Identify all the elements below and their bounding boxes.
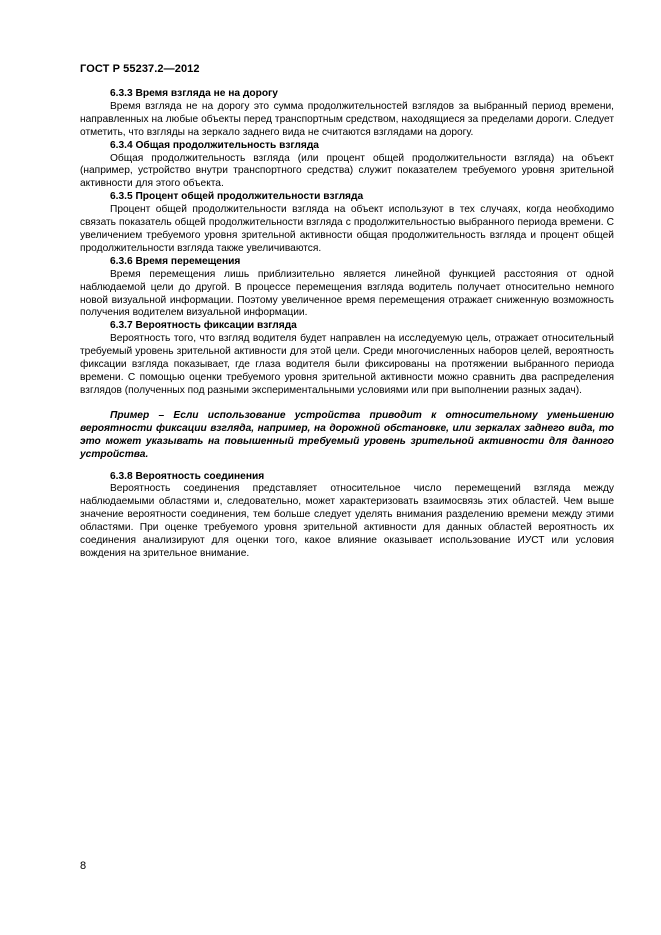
section-title: 6.3.8 Вероятность соединения <box>110 470 265 482</box>
section-6-3-5 <box>80 191 614 256</box>
section-title: 6.3.4 Общая продолжительность взгляда <box>110 139 319 151</box>
section-paragraph: Время перемещения лишь приблизительно является линейной функцией расстояния от одной наблюдаемой цели до другой. В процессе перемещения взгляда водитель получает относительно немного новой визуальной информации. Поэтому увеличенное время перемещения отражает сниженную возможность получения водителем визуальной информации. <box>80 268 614 319</box>
page-number: 8 <box>80 860 87 872</box>
section-paragraph: Вероятность того, что взгляд водителя будет направлен на исследуемую цель, отражает относительный требуемый уровень зрительной активности для этой цели. Среди многочисленных наборов целей, вероятность фиксации взгляда показывает, где глаза водителя были фиксированы на протяжении выбранного периода времени. С помощью оценки требуемого уровня зрительной активности можно сравнить два распределения взглядов (полученных под разными экспериментальными условиями или при выполнении разных задач). <box>80 333 614 396</box>
document-code-header: ГОСТ Р 55237.2—2012 <box>80 63 200 75</box>
section-paragraph: Общая продолжительность взгляда (или процент общей продолжительности взгляда) на объект (например, устройство внутри транспортного средства) служит показателем требуемого уровня зрительной активности для этого объекта. <box>80 152 614 190</box>
section-paragraph: Вероятность соединения представляет относительное число перемещений взгляда между наблюдаемыми областями и, следовательно, может характеризовать взаимосвязь этих областей. Чем выше значение вероятности соединения, тем больше следует уделять внимания разделению времени между этими областями. При оценке требуемого уровня зрительной активности для данных областей вероятность их соединения анализируют для оценки того, какое влияние оказывает использование ИУСТ или условия вождения на зрительное внимание. <box>80 483 614 559</box>
section-6-3-8 <box>80 471 614 561</box>
section-6-3-6 <box>80 256 614 321</box>
section-title: 6.3.6 Время перемещения <box>110 255 241 267</box>
section-title: 6.3.3 Время взгляда не на дорогу <box>110 88 278 99</box>
section-6-3-7 <box>80 320 614 461</box>
section-paragraph: Процент общей продолжительности взгляда на объект используют в тех случаях, когда необходимо связать показатель общей продолжительности взгляда с продолжительностью выбранного периода времени. С увеличением требуемого уровня зрительной активности общая продолжительность взгляда и процент общей продолжительности взгляда также увеличиваются. <box>80 204 614 254</box>
section-title: 6.3.7 Вероятность фиксации взгляда <box>110 320 297 332</box>
example-note: Пример – Если использование устройства приводит к относительному уменьшению вероятности фиксации взгляда, например, на дорожной обстановке, или зеркалах заднего вида, то это может указывать на повышенный требуемый уровень зрительной активности для данного устройства. <box>80 409 614 461</box>
section-6-3-4 <box>80 140 614 192</box>
section-paragraph: Время взгляда не на дорогу это сумма продолжительностей взглядов за выбранный период времени, направленных на любые объекты перед транспортным средством, находящиеся за пределами дороги. Следует отметить, что взгляды на зеркало заднего вида не считаются взглядами на дорогу. <box>80 100 614 138</box>
section-title: 6.3.5 Процент общей продолжительности взгляда <box>110 191 364 203</box>
section-6-3-3 <box>80 88 614 140</box>
document-body <box>80 88 614 561</box>
